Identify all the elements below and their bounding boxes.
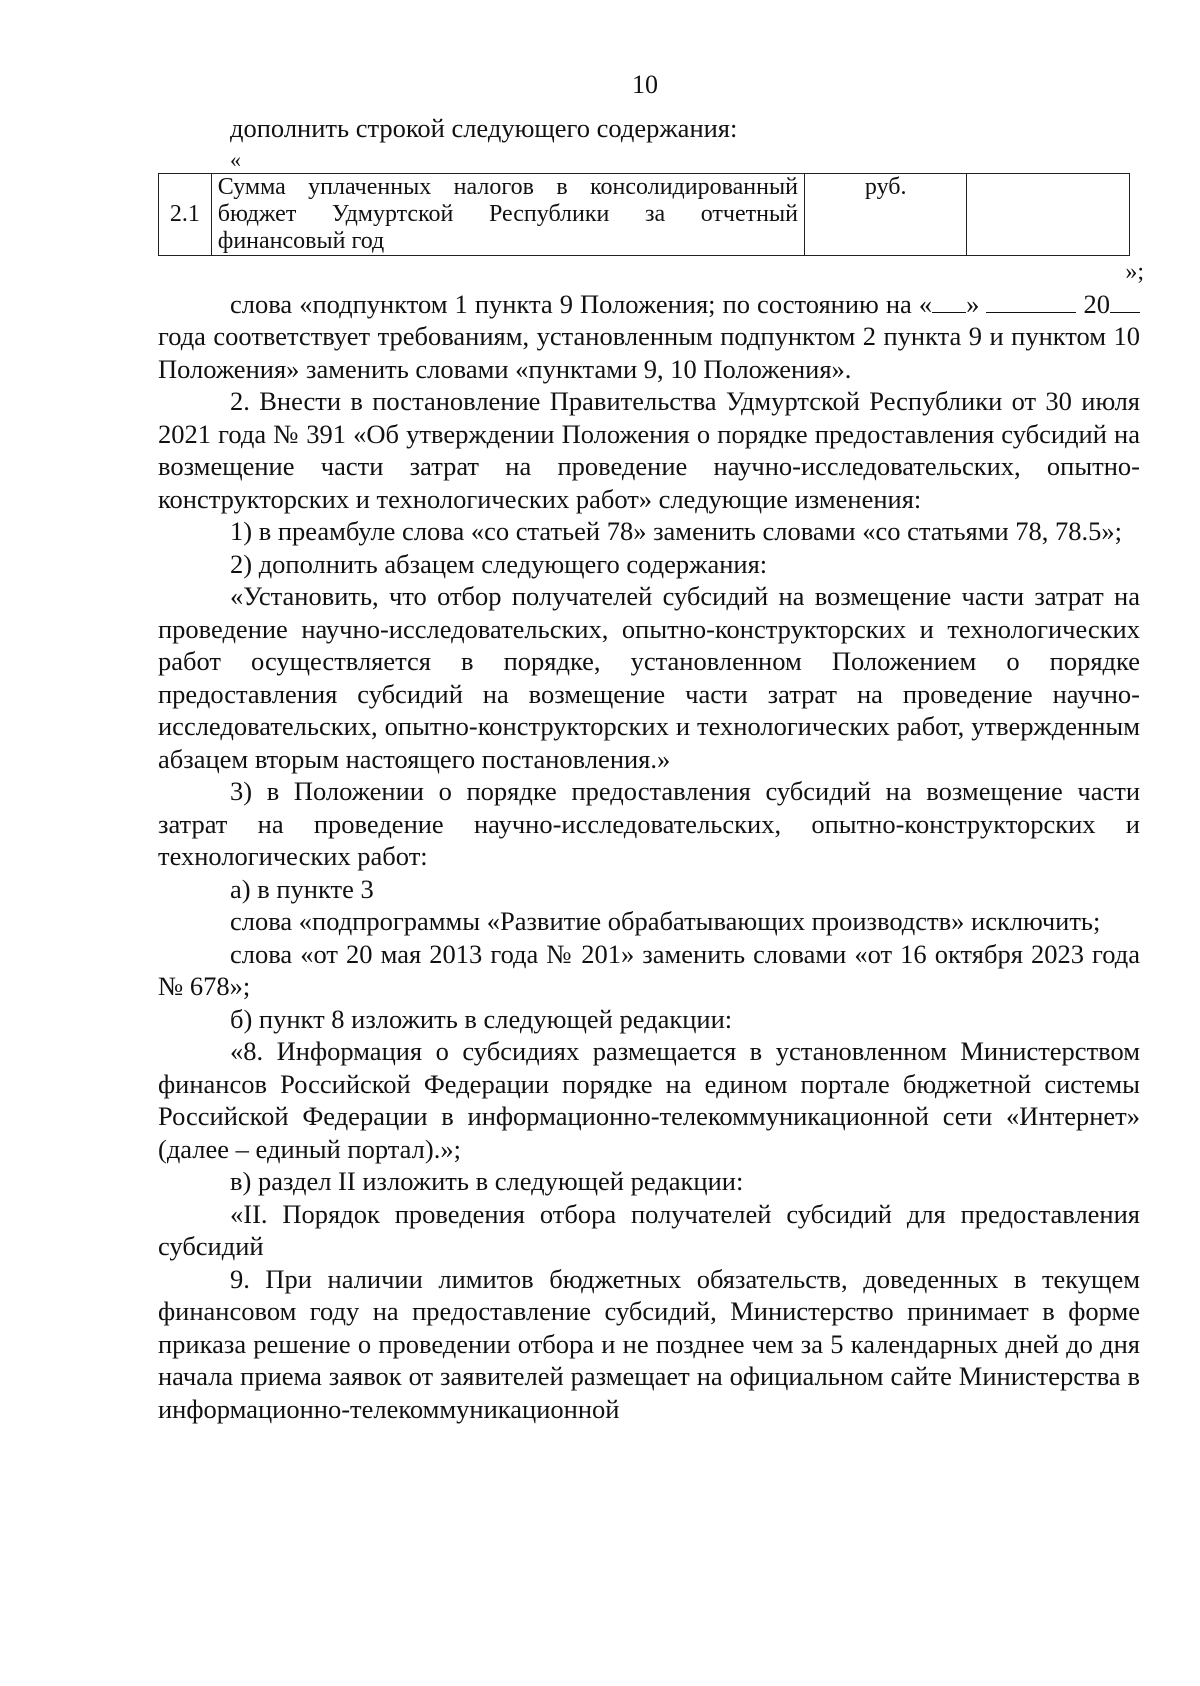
paragraph-point-v: в) раздел II изложить в следующей редакции:	[230, 1166, 744, 1196]
paragraph-point-a: а) в пункте 3	[230, 873, 374, 904]
paragraph-subitem-2: 2) дополнить абзацем следующего содержания:	[230, 548, 768, 579]
para1-text-d: года соответствует требованиям, установленным подпунктом 2 пункта 9 и пунктом 10 Положения» заменить словами «пунктами 9, 10 Положения».	[158, 321, 1140, 384]
paragraph-point-b: б) пункт 8 изложить в следующей редакции:	[230, 1003, 733, 1034]
row-unit: руб.	[804, 173, 967, 255]
para1-text-c: 20	[1083, 288, 1111, 319]
intro-line: дополнить строкой следующего содержания:	[230, 113, 738, 143]
paragraph-replace-date: слова «от 20 мая 2013 года № 201» заменить словами «от 16 октября 2023 года № 678»;	[158, 938, 1140, 1001]
blank-year	[1110, 292, 1140, 313]
paragraph-clause-9: 9. При наличии лимитов бюджетных обязательств, доведенных в текущем финансовом году на предоставление субсидий, Министерство принимает в форме приказа решение о проведении отбора и не позднее чем за 5 календарных дней до дня начала приема заявок от заявителей размещает на официальном сайте Министерства в информационно-телекоммуникационной	[158, 1263, 1140, 1424]
paragraph-subitem-1: 1) в преамбуле слова «со статьей 78» заменить словами «со статьями 78, 78.5»;	[230, 516, 1123, 546]
paragraph-replace-words	[158, 288, 1140, 386]
blank-day	[932, 292, 966, 313]
paragraph-quote-selection: «Установить, что отбор получателей субсидий на возмещение части затрат на проведение научно-исследовательских, опытно-конструкторских и технологических работ осуществляется в порядке, установленном Положением о порядке предоставления субсидий на возмещение части затрат на проведение научно-исследовательских, опытно-конструкторских и технологических работ, утвержденным абзацем вторым настоящего постановления.»	[158, 581, 1140, 774]
blank-month	[986, 292, 1076, 313]
inserted-row-table	[158, 173, 1130, 256]
document-body	[158, 112, 1144, 1425]
row-number: 2.1	[159, 173, 212, 255]
paragraph-clause-8: «8. Информация о субсидиях размещается в установленном Министерством финансов Российской Федерации порядке на едином портале бюджетной системы Российской Федерации в информационно-телекоммуникационной сети «Интернет» (далее – единый портал).»;	[158, 1036, 1140, 1164]
page-number: 10	[632, 70, 658, 99]
table-quote-close: »;	[1125, 258, 1144, 285]
section-heading-2: «II. Порядок проведения отбора получателей субсидий для предоставления субсидий	[158, 1198, 1140, 1261]
table-quote-open: «	[230, 146, 241, 172]
table-row	[159, 173, 1130, 255]
para1-text-b: »	[966, 288, 980, 319]
paragraph-subitem-3: 3) в Положении о порядке предоставления субсидий на возмещение части затрат на проведение научно-исследовательских, опытно-конструкторских и технологических работ:	[158, 776, 1140, 871]
row-value	[967, 173, 1130, 255]
para1-text-a: слова «подпунктом 1 пункта 9 Положения; по состоянию на «	[230, 288, 933, 319]
paragraph-item-2: 2. Внести в постановление Правительства Удмуртской Республики от 30 июля 2021 года № 391 «Об утверждении Положения о порядке предоставления субсидий на возмещение части затрат на проведение научно-исследовательских, опытно-конструкторских и технологических работ» следующие изменения:	[158, 386, 1140, 514]
row-description: Сумма уплаченных налогов в консолидированный бюджет Удмуртской Республики за отчетный финансовый год	[211, 173, 804, 255]
paragraph-exclude-words: слова «подпрограммы «Развитие обрабатывающих производств» исключить;	[230, 906, 1101, 936]
